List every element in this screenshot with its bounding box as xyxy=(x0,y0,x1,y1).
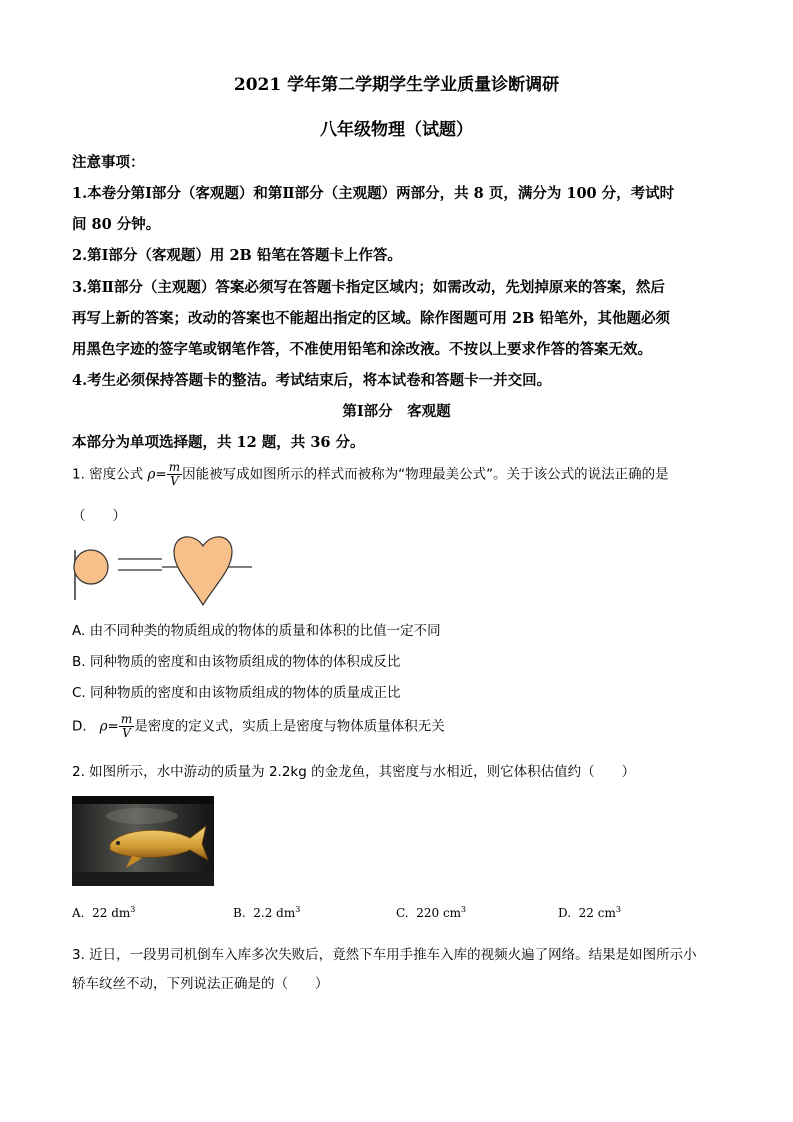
note-item-1-line-1: 1.本卷分第Ⅰ部分（客观题）和第Ⅱ部分（主观题）两部分，共 8 页，满分为 100 分，考试时 xyxy=(72,185,675,202)
equals-sign-d: = xyxy=(107,718,119,735)
fraction-numerator-d: m xyxy=(120,712,133,726)
density-fraction-d xyxy=(119,713,134,740)
option-a-label: A. xyxy=(72,906,85,920)
rho-circle xyxy=(74,550,108,584)
question-2-text: 2. 如图所示，水中游动的质量为 2.2kg 的金龙鱼，其密度与水相近，则它体积估值约（ ） xyxy=(72,764,636,780)
option-d-sup: 3 xyxy=(615,905,621,914)
option-c-sup: 3 xyxy=(461,905,467,914)
tank-bottom xyxy=(72,872,214,886)
question-1-option-b[interactable]: B. 同种物质的密度和由该物质组成的物体的体积成反比 xyxy=(72,654,401,670)
question-2-option-a[interactable] xyxy=(72,905,135,920)
note-item-1-line-2: 间 80 分钟。 xyxy=(72,216,161,233)
option-d-value: 22 cm xyxy=(578,906,616,920)
section-instruction: 本部分为单项选择题，共 12 题，共 36 分。 xyxy=(72,434,365,451)
question-2-option-c[interactable] xyxy=(396,905,466,920)
note-item-2: 2.第Ⅰ部分（客观题）用 2B 铅笔在答题卡上作答。 xyxy=(72,247,402,264)
fraction-denominator-d: V xyxy=(122,726,131,740)
note-item-4: 4.考生必须保持答题卡的整洁。考试结束后，将本试卷和答题卡一并交回。 xyxy=(72,372,552,389)
option-c-value: 220 cm xyxy=(416,906,462,920)
option-d-text: 是密度的定义式，实质上是密度与物体质量体积无关 xyxy=(134,718,445,735)
question-3-line-2: 轿车纹丝不动，下列说法正确是的（ ） xyxy=(72,976,329,992)
question-2-option-b[interactable] xyxy=(233,905,300,920)
option-c-label: C. xyxy=(396,906,409,920)
question-1-text xyxy=(72,461,669,488)
fraction-denominator: V xyxy=(170,474,179,488)
exam-subtitle: 八年级物理（试题） xyxy=(320,120,473,140)
question-1-option-a[interactable]: A. 由不同种类的物质组成的物体的质量和体积的比值一定不同 xyxy=(72,623,441,639)
option-d-label: D. xyxy=(72,718,87,735)
arowana-fish-photo xyxy=(72,796,214,886)
question-1-suffix: 因能被写成如图所示的样式而被称为“物理最美公式”。关于该公式的说法正确的是 xyxy=(182,466,669,483)
note-item-3-line-3: 用黑色字迹的签字笔或钢笔作答，不准使用铅笔和涂改液。不按以上要求作答的答案无效。 xyxy=(72,341,652,358)
option-d-label-q2: D. xyxy=(558,906,572,920)
fraction-numerator: m xyxy=(168,460,181,474)
option-a-value: 22 dm xyxy=(92,906,131,920)
option-a-sup: 3 xyxy=(130,905,136,914)
equals-sign: = xyxy=(155,466,167,483)
question-1-prefix: 1. 密度公式 xyxy=(72,466,144,483)
question-1-paren: （ ） xyxy=(72,508,126,524)
option-b-value: 2.2 dm xyxy=(253,906,296,920)
notes-heading: 注意事项： xyxy=(72,154,145,171)
rho-symbol-d: ρ xyxy=(99,718,108,735)
question-2-option-d[interactable] xyxy=(558,905,621,920)
option-b-label: B. xyxy=(233,906,246,920)
exam-title: 2021 学年第二学期学生学业质量诊断调研 xyxy=(233,75,560,95)
heart-shape xyxy=(174,537,232,605)
note-item-3-line-1: 3.第Ⅱ部分（主观题）答案必须写在答题卡指定区域内；如需改动，先划掉原来的答案，然后 xyxy=(72,279,665,296)
question-3-line-1: 3. 近日，一段男司机倒车入库多次失败后，竟然下车用手推车入库的视频火遍了网络。结果是如图所示小 xyxy=(72,947,697,963)
fish-eye xyxy=(116,841,120,845)
note-item-3-line-2: 再写上新的答案；改动的答案也不能超出指定的区域。除作图题可用 2B 铅笔外，其他题必须 xyxy=(72,310,670,327)
question-1-option-c[interactable]: C. 同种物质的密度和由该物质组成的物体的质量成正比 xyxy=(72,685,401,701)
option-b-sup: 3 xyxy=(295,905,301,914)
water-reflection xyxy=(106,808,178,824)
density-fraction xyxy=(167,461,182,488)
rho-symbol: ρ xyxy=(147,466,156,483)
section-heading: 第Ⅰ部分 客观题 xyxy=(342,403,451,420)
tank-top-frame xyxy=(72,796,214,804)
beauty-formula-figure xyxy=(70,530,260,610)
question-1-option-d[interactable] xyxy=(72,713,445,740)
